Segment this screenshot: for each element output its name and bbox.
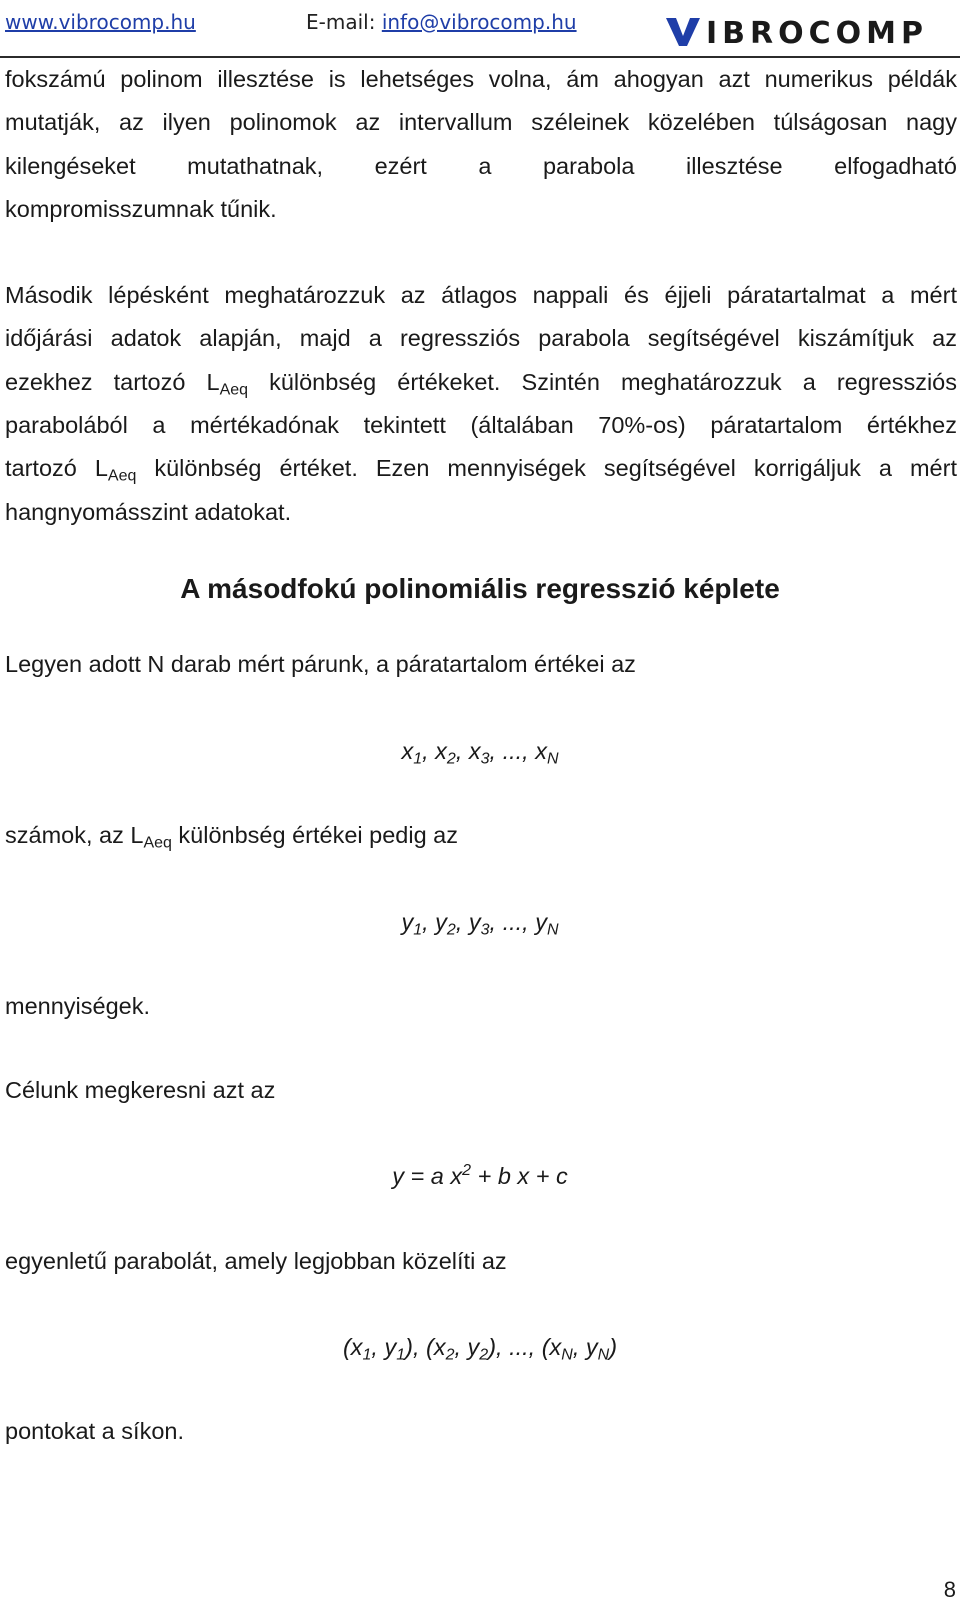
text-line: hangnyomásszint adatokat. [5, 498, 292, 525]
section-heading: A másodfokú polinomiális regresszió képlete [180, 573, 780, 604]
subscript: Aeq [107, 467, 137, 485]
points-formula: ($x_1$, $y_1$), ($x_2$, $y_2$), ..., ($x_N$, $y_N$) [342, 1334, 618, 1364]
page-header [0, 0, 960, 56]
document-body [5, 58, 957, 534]
vibrocomp-logo [664, 10, 939, 50]
text-line: kompromisszumnak tűnik. [5, 195, 277, 222]
svg-text:IBROCOMP: IBROCOMP [706, 16, 928, 50]
text-line: parabolából a mértékadónak tekintett (általában 70%-os) páratartalom értékhez [5, 412, 957, 439]
intro-text: Legyen adott N darab mért párunk, a páratartalom értékei az [5, 651, 636, 677]
text-line: fokszámú polinom illesztése is lehetséges volna, ám ahogyan azt numerikus példák [5, 66, 957, 92]
email-label: E-mail: [306, 10, 376, 34]
y-series-formula: $y_1$, $y_2$, $y_3$, ..., $y_N$ [401, 909, 559, 939]
text-line: Második lépésként meghatározzuk az átlagos nappali és éjjeli páratartalmat a mért [5, 282, 957, 309]
quantities-text: mennyiségek. [5, 993, 150, 1019]
points-text: pontokat a síkon. [5, 1418, 184, 1444]
website-link[interactable]: www.vibrocomp.hu [5, 10, 196, 34]
goal-text: Célunk megkeresni azt az [5, 1077, 276, 1103]
parabola-equation: y = a $x^2 + b$ x + c [392, 1162, 568, 1189]
email-link[interactable]: info@vibrocomp.hu [381, 10, 577, 34]
x-series-formula: $x_1$, $x_2$, $x_3$, ..., $x_N$ [401, 738, 559, 768]
parabola-text: egyenletű parabolát, amely legjobban közelíti az [5, 1248, 507, 1274]
text-line: kilengéseket mutathatnak, ezért a parabola illesztése elfogadható [5, 152, 957, 179]
numbers-text: számok, az $L_{Aeq}$ különbség értékei pedig az [5, 822, 458, 852]
text-line: tartozó $L_{Aeq}$ különbség értéket. Ezen mennyiségek segítségével korrigáljuk a mért [5, 455, 957, 485]
subscript: Aeq [219, 381, 248, 399]
text-line: mutatják, az ilyen polinomok az intervallum széleinek közelében túlságosan nagy [5, 109, 957, 136]
text-line: időjárási adatok alapján, majd a regressziós parabola segítségével kiszámítjuk az [5, 325, 957, 352]
text-line: ezekhez tartozó $L_{Aeq}$ különbség értékeket. Szintén meghatározzuk a regressziós [5, 368, 957, 399]
email-contact [306, 10, 577, 34]
page-number: 8 [943, 1577, 956, 1602]
